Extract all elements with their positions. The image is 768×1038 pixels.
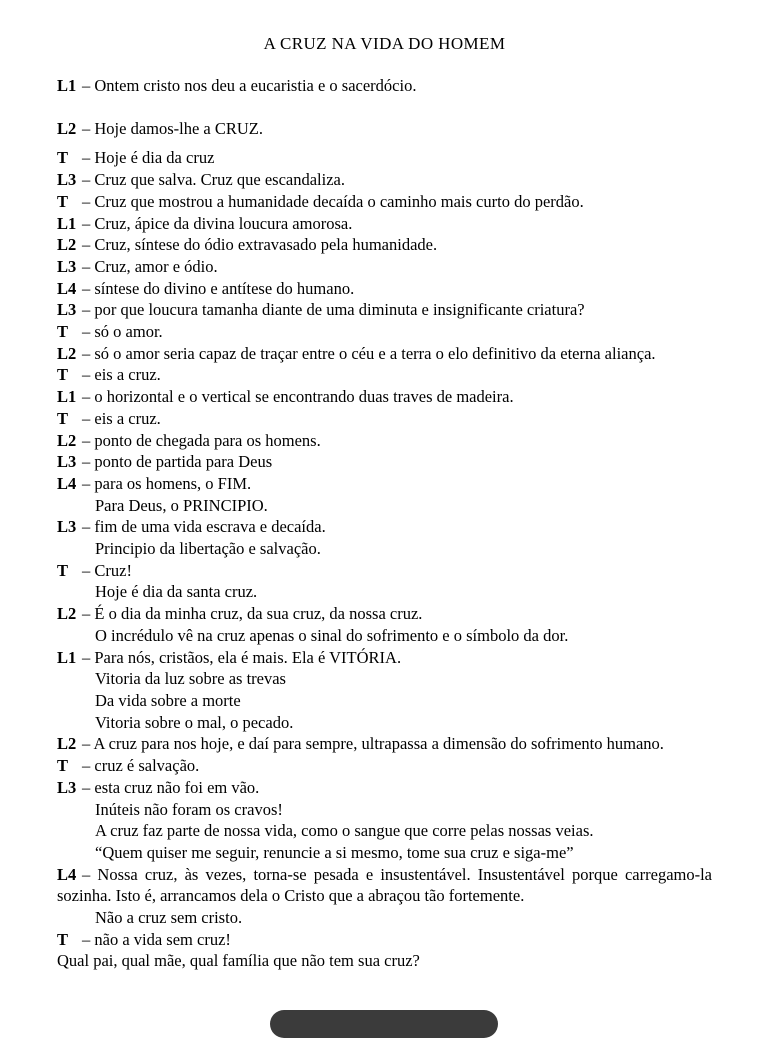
text-line: [57, 213, 712, 235]
line-text: A cruz faz parte de nossa vida, como o sangue que corre pelas nossas veias.: [95, 821, 594, 841]
speaker-label: L2: [57, 734, 77, 754]
text-line: [57, 169, 712, 191]
speaker-label: L3: [57, 777, 77, 797]
line-text: Hoje damos-lhe a CRUZ.: [94, 118, 264, 138]
text-line: [57, 864, 712, 907]
text-line: [57, 516, 712, 538]
text-line: [57, 451, 712, 473]
line-text: Cruz, amor e ódio.: [94, 256, 218, 276]
speaker-label: T: [57, 365, 69, 385]
text-line: [57, 733, 712, 755]
speaker-label: L1: [57, 387, 77, 407]
text-line: [57, 364, 712, 386]
text-line: [57, 278, 712, 300]
speaker-label: T: [57, 408, 69, 428]
dash-separator: –: [82, 734, 94, 754]
text-line: [57, 321, 712, 343]
text-line: [57, 234, 712, 256]
text-body: [57, 75, 712, 972]
text-line: [57, 820, 712, 842]
speaker-label: L4: [57, 278, 77, 298]
text-line: [57, 581, 712, 603]
dash-separator: –: [82, 278, 95, 298]
text-line: [57, 842, 712, 864]
line-text: Da vida sobre a morte: [95, 690, 241, 710]
line-text: Cruz que salva. Cruz que escandaliza.: [94, 170, 345, 190]
text-line: [57, 256, 712, 278]
speaker-label: L3: [57, 300, 77, 320]
line-text: ponto de partida para Deus: [94, 452, 273, 472]
text-line: [57, 118, 712, 140]
text-line: [57, 560, 712, 582]
line-text: esta cruz não foi em vão.: [94, 777, 260, 797]
line-text: eis a cruz.: [94, 408, 161, 428]
text-line: [57, 147, 712, 169]
dash-separator: –: [82, 256, 95, 276]
speaker-label: L2: [57, 118, 77, 138]
speaker-label: T: [57, 322, 69, 342]
line-text: Nossa cruz, às vezes, torna-se pesada e insustentável. Insustentável porque carregamo-la sozinha. Isto é, arrancamos dela o Cristo que a abraçou tão fortemente.: [57, 864, 713, 906]
speaker-label: L4: [57, 473, 77, 493]
text-line: [57, 430, 712, 452]
line-text: Qual pai, qual mãe, qual família que não tem sua cruz?: [57, 951, 420, 971]
text-line: [57, 929, 712, 951]
line-text: A cruz para nos hoje, e daí para sempre, ultrapassa a dimensão do sofrimento humano.: [93, 734, 664, 754]
line-text: É o dia da minha cruz, da sua cruz, da nossa cruz.: [94, 604, 423, 624]
dash-separator: –: [82, 408, 95, 428]
line-text: só o amor.: [94, 322, 163, 342]
dash-separator: –: [82, 452, 95, 472]
line-text: Principio da libertação e salvação.: [95, 539, 321, 559]
speaker-label: L2: [57, 430, 77, 450]
dash-separator: –: [82, 517, 95, 537]
line-text: “Quem quiser me seguir, renuncie a si mesmo, tome sua cruz e siga-me”: [95, 842, 574, 862]
line-text: Cruz que mostrou a humanidade decaída o caminho mais curto do perdão.: [94, 191, 584, 211]
text-line: [57, 299, 712, 321]
dash-separator: –: [82, 343, 95, 363]
text-line: [57, 408, 712, 430]
speaker-label: T: [57, 756, 69, 776]
line-text: Para Deus, o PRINCIPIO.: [95, 495, 268, 515]
page-title: A CRUZ NA VIDA DO HOMEM: [263, 34, 506, 53]
dash-separator: –: [82, 387, 95, 407]
line-text: Inúteis não foram os cravos!: [95, 799, 283, 819]
text-line: [57, 495, 712, 517]
dash-separator: –: [82, 76, 95, 95]
text-line: [57, 473, 712, 495]
text-line: [57, 950, 712, 972]
dash-separator: –: [82, 864, 98, 884]
text-line: [57, 603, 712, 625]
line-text: para os homens, o FIM.: [94, 473, 252, 493]
text-line: [57, 690, 712, 712]
line-text: síntese do divino e antítese do humano.: [94, 278, 355, 298]
line-text: Cruz!: [94, 560, 132, 580]
dash-separator: –: [82, 365, 95, 385]
text-line: [57, 668, 712, 690]
dash-separator: –: [82, 322, 95, 342]
speaker-label: L1: [57, 647, 77, 667]
line-text: fim de uma vida escrava e decaída.: [94, 517, 326, 537]
line-text: Para nós, cristãos, ela é mais. Ela é VITÓRIA.: [94, 647, 402, 667]
dash-separator: –: [82, 213, 95, 233]
line-text: ponto de chegada para os homens.: [94, 430, 321, 450]
text-line: [57, 386, 712, 408]
line-text: O incrédulo vê na cruz apenas o sinal do sofrimento e o símbolo da dor.: [95, 625, 569, 645]
dash-separator: –: [82, 191, 95, 211]
line-text: só o amor seria capaz de traçar entre o céu e a terra o elo definitivo da eterna aliança.: [94, 343, 656, 363]
text-line: [57, 712, 712, 734]
text-line: [57, 75, 712, 97]
line-text: Hoje é dia da cruz: [94, 148, 215, 168]
line-text: Vitoria sobre o mal, o pecado.: [95, 712, 294, 732]
speaker-label: L2: [57, 604, 77, 624]
line-text: por que loucura tamanha diante de uma diminuta e insignificante criatura?: [94, 300, 585, 320]
line-text: Hoje é dia da santa cruz.: [95, 582, 258, 602]
dash-separator: –: [82, 777, 95, 797]
line-text: Cruz, síntese do ódio extravasado pela humanidade.: [94, 235, 438, 255]
dash-separator: –: [82, 430, 95, 450]
bottom-toolbar[interactable]: [270, 1010, 498, 1038]
dash-separator: –: [82, 473, 95, 493]
text-line: [57, 625, 712, 647]
dash-separator: –: [82, 560, 95, 580]
line-text: o horizontal e o vertical se encontrando duas traves de madeira.: [94, 387, 514, 407]
speaker-label: L3: [57, 170, 77, 190]
text-line: [57, 647, 712, 669]
text-line: [57, 799, 712, 821]
dash-separator: –: [82, 148, 95, 168]
speaker-label: T: [57, 191, 69, 211]
text-line: [57, 777, 712, 799]
speaker-label: L1: [57, 76, 77, 95]
dash-separator: –: [82, 929, 95, 949]
dash-separator: –: [82, 604, 95, 624]
dash-separator: –: [82, 300, 95, 320]
line-text: cruz é salvação.: [94, 756, 200, 776]
text-line: [57, 538, 712, 560]
line-text: Não a cruz sem cristo.: [95, 908, 243, 928]
text-line: [57, 343, 712, 365]
speaker-label: T: [57, 148, 69, 168]
line-text: Ontem cristo nos deu a eucaristia e o sacerdócio.: [94, 76, 417, 95]
speaker-label: L2: [57, 343, 77, 363]
line-text: Cruz, ápice da divina loucura amorosa.: [94, 213, 353, 233]
dash-separator: –: [82, 647, 95, 667]
speaker-label: L1: [57, 213, 77, 233]
speaker-label: L3: [57, 256, 77, 276]
dash-separator: –: [82, 170, 95, 190]
speaker-label: L4: [57, 864, 77, 884]
line-text: não a vida sem cruz!: [94, 929, 231, 949]
speaker-label: T: [57, 929, 69, 949]
speaker-label: L2: [57, 235, 77, 255]
line-text: eis a cruz.: [94, 365, 161, 385]
dash-separator: –: [82, 756, 95, 776]
dash-separator: –: [82, 118, 95, 138]
line-text: Vitoria da luz sobre as trevas: [95, 669, 286, 689]
text-line: [57, 755, 712, 777]
speaker-label: L3: [57, 452, 77, 472]
dash-separator: –: [82, 235, 95, 255]
text-line: [57, 191, 712, 213]
text-line: [57, 907, 712, 929]
speaker-label: T: [57, 560, 69, 580]
speaker-label: L3: [57, 517, 77, 537]
